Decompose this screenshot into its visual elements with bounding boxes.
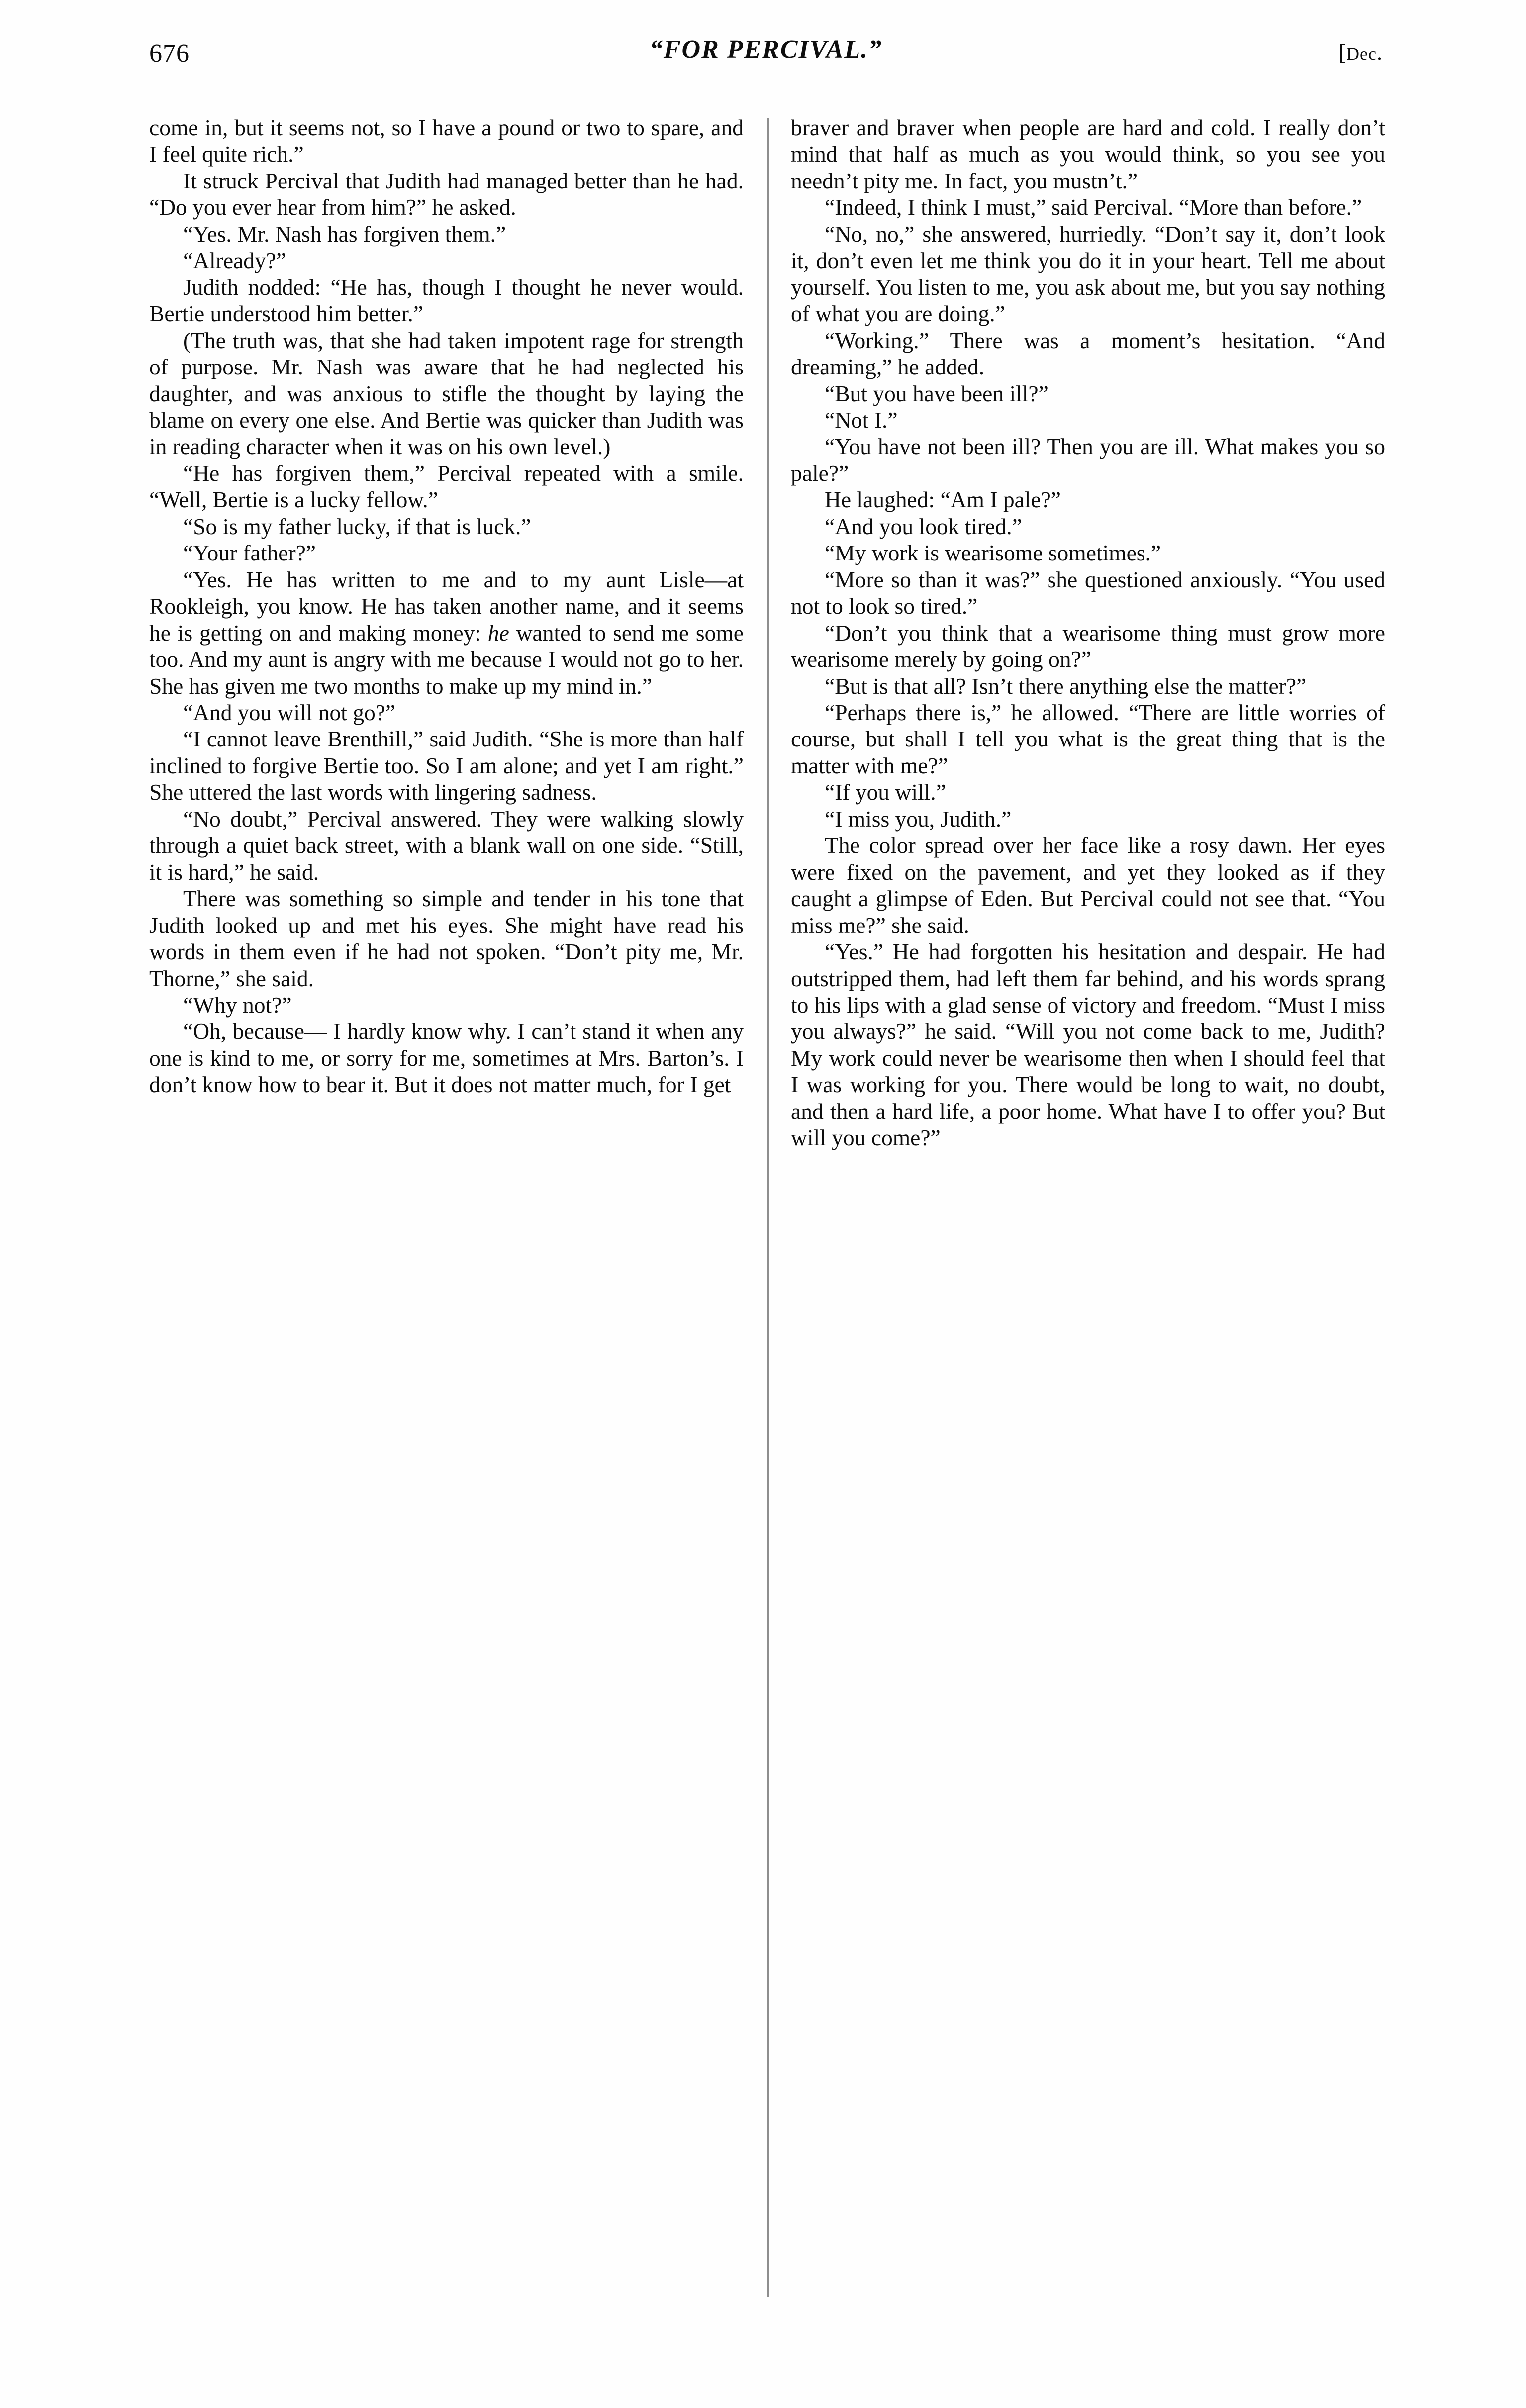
month-label: Dec (1346, 44, 1377, 64)
paragraph: braver and braver when people are hard and cold. I really don’t mind that half as much as you would think, so you see you needn’t pity me. In fact, you mustn’t.” (791, 115, 1385, 193)
paragraph: (The truth was, that she had taken impotent rage for strength of purpose. Mr. Nash was aware that he had neglected his daughter, and was anxious to stifle the thought by laying the blame on every one else. And Bertie was quicker than Judith was in reading character when it was on his own level.) (149, 327, 744, 460)
left-column (149, 114, 744, 1098)
bracket: [ (1338, 40, 1347, 65)
paragraph: “More so than it was?” she questioned anxiously. “You used not to look so tired.” (791, 566, 1385, 619)
paragraph: come in, but it seems not, so I have a pound or two to spare, and I feel quite rich.” (149, 115, 744, 167)
paragraph: There was something so simple and tender in his tone that Judith looked up and met his eyes. She might have read his words in them even if he had not spoken. “Don’t pity me, Mr. Thorne,” she said. (149, 886, 744, 991)
paragraph: “Don’t you think that a wearisome thing must grow more wearisome merely by going on?” (791, 620, 1385, 672)
paragraph: “I cannot leave Brenthill,” said Judith. “She is more than half inclined to forgive Bertie too. So I am alone; and yet I am right.” She uttered the last words with lingering sadness. (149, 726, 744, 805)
paragraph: “Not I.” (825, 407, 898, 433)
paragraph: “No doubt,” Percival answered. They were walking slowly through a quiet back street, with a blank wall on one side. “Still, it is hard,” he said. (149, 806, 744, 885)
issue-month (1338, 40, 1383, 65)
paragraph: “No, no,” she answered, hurriedly. “Don’t say it, don’t look it, don’t even let me think you do it in your heart. Tell me about yourself. You listen to me, you ask about me, but you say nothing of what you are doing.” (791, 221, 1385, 327)
paragraph: “And you will not go?” (183, 699, 396, 725)
paragraph: “But you have been ill?” (825, 380, 1049, 406)
paragraph: “But is that all? Isn’t there anything else the matter?” (825, 673, 1307, 699)
paragraph: “You have not been ill? Then you are ill. What makes you so pale?” (791, 434, 1385, 486)
paragraph: “Already?” (183, 248, 286, 274)
paragraph: “So is my father lucky, if that is luck.” (183, 513, 531, 539)
page-title: “FOR PERCIVAL.” (649, 35, 883, 64)
paragraph: “Perhaps there is,” he allowed. “There are little worries of course, but shall I tell you what is the great thing that is the matter with me?” (791, 699, 1385, 778)
paragraph: Judith nodded: “He has, though I thought he never would. Bertie understood him better.” (149, 274, 744, 327)
paragraph: “Working.” There was a moment’s hesitation. “And dreaming,” he added. (791, 327, 1385, 380)
running-head (149, 35, 1383, 70)
paragraph: “Why not?” (183, 992, 292, 1018)
month-period: . (1377, 40, 1383, 65)
paragraph: “Oh, because— I hardly know why. I can’t stand it when any one is kind to me, or sorry for me, sometimes at Mrs. Barton’s. I don’t know how to bear it. But it does not matter much, for I get (149, 1019, 744, 1098)
column-divider (767, 118, 769, 2297)
body-text (149, 114, 1383, 2317)
paragraph: “Your father?” (183, 540, 316, 566)
paragraph: “Indeed, I think I must,” said Percival. “More than before.” (825, 194, 1362, 220)
right-column (791, 114, 1385, 1151)
page-number: 676 (149, 39, 190, 68)
paragraph: The color spread over her face like a rosy dawn. Her eyes were fixed on the pavement, and yet they looked as if they caught a glimpse of Eden. But Percival could not see that. “You miss me?” she said. (791, 833, 1385, 938)
paragraph: “Yes. He has written to me and to my aunt Lisle—at Rookleigh, you know. He has taken another name, and it seems he is getting on and making money: he wanted to send me some too. And my aunt is angry with me because I would not go to her. She has given me two months to make up my mind in.” (149, 566, 744, 699)
paragraph: “And you look tired.” (825, 513, 1022, 539)
paragraph: “Yes.” He had forgotten his hesitation and despair. He had outstripped them, had left them far behind, and his words sprang to his lips with a glad sense of victory and freedom. “Must I miss you always?” he said. “Will you not come back to me, Judith? My work could never be wearisome then when I should feel that I was working for you. There would be long to wait, no doubt, and then a hard life, a poor home. What have I to offer you? But will you come?” (791, 939, 1385, 1151)
paragraph: “If you will.” (825, 779, 946, 805)
paragraph: “I miss you, Judith.” (825, 806, 1012, 832)
paragraph: “Yes. Mr. Nash has forgiven them.” (183, 221, 506, 247)
paragraph: It struck Percival that Judith had managed better than he had. “Do you ever hear from him?” he asked. (149, 168, 744, 220)
paragraph: “He has forgiven them,” Percival repeated with a smile. “Well, Bertie is a lucky fellow.” (149, 460, 744, 513)
paragraph: “My work is wearisome sometimes.” (825, 540, 1161, 566)
paragraph: He laughed: “Am I pale?” (825, 487, 1061, 513)
